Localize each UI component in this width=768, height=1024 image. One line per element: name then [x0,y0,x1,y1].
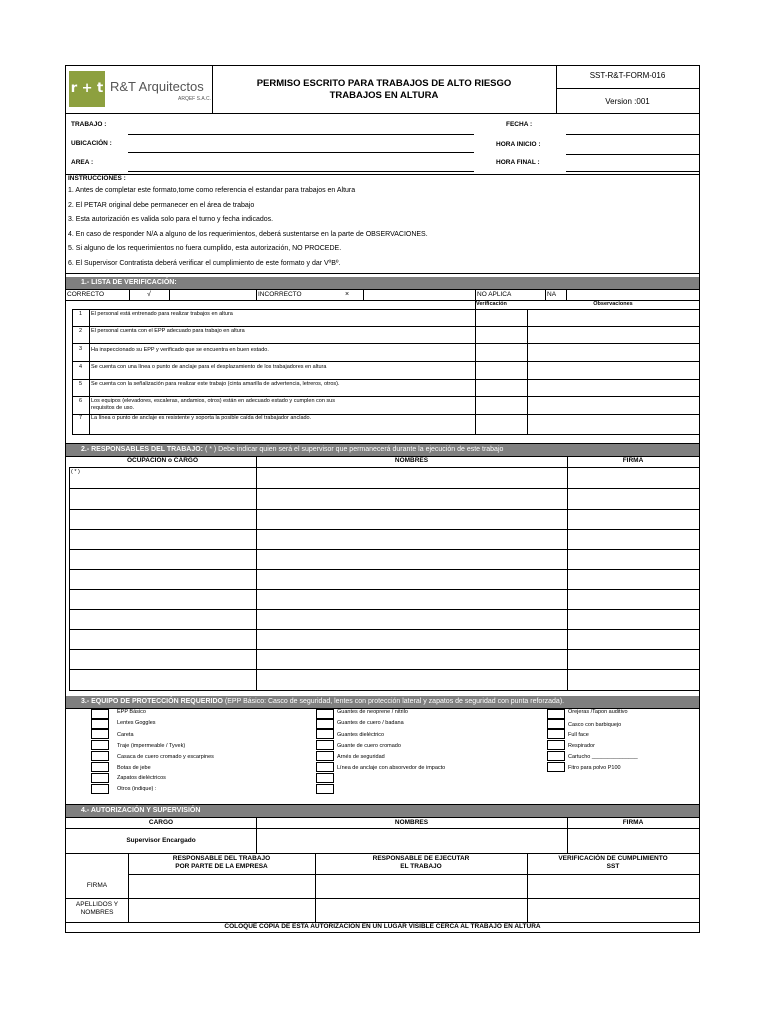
epp-checkbox[interactable] [91,784,109,794]
firma-row-label: FIRMA [86,882,108,889]
checklist-item: Se cuenta con una línea o punto de anclaje para el desplazamiento de los trabajadores en altura [91,364,327,370]
checklist-item: El personal cuenta con el EPP adecuado para trabajo en altura [91,328,245,334]
epp-checkbox[interactable] [547,719,565,729]
observaciones-header: Observaciones [593,301,633,307]
company-subtitle: ARQEF S.A.C. [178,96,212,102]
epp-label: Casco con barbiquejo [568,722,622,728]
hora-final-label: HORA FINAL : [496,159,540,166]
instruction-item: 1. Antes de completar este formato,tome como referencia el estandar para trabajos en Altura [68,187,356,194]
epp-label: Full face [568,732,589,738]
epp-checkbox[interactable] [547,709,565,719]
epp-checkbox[interactable] [547,751,565,761]
company-name: R&T Arquitectos [110,79,204,94]
form-code: SST-R&T-FORM-016 [589,71,666,80]
epp-checkbox[interactable] [547,740,565,750]
epp-label: Guantes de cuero / badana [337,720,404,726]
instruction-item: 6. El Supervisor Contratista deberá verificar el cumplimiento de este formato y dar VºBº. [68,260,341,267]
cargo-header: CARGO [148,819,174,826]
ubicacion-label: UBICACIÓN : [71,140,112,147]
checklist-num: 4 [78,364,83,370]
hora-inicio-label: HORA INICIO : [496,141,541,148]
section3-title: 3.- EQUIPO DE PROTECCIÓN REQUERIDO [81,698,223,705]
firma-header: FIRMA [622,457,644,464]
na-label: NA [547,291,557,298]
area-field[interactable] [128,171,474,172]
incorrecto-mark: × [345,291,350,298]
verificacion-sst-header-2: SST [606,863,620,870]
ubicacion-field[interactable] [128,152,474,153]
apellidos-row-label-2: NOMBRES [80,909,114,916]
verificacion-header: Verificación [476,301,507,307]
nombres-header: NOMBRES [394,457,429,464]
hora-inicio-field[interactable] [566,154,699,155]
instruction-item: 2. El PETAR original debe permanecer en el área de trabajo [68,202,255,209]
checklist-item-cont: requisitos de uso. [91,405,135,411]
epp-checkbox[interactable] [316,784,334,794]
epp-label: Fitro para polvo P100 [568,765,621,771]
hora-final-field[interactable] [566,171,699,172]
epp-checkbox[interactable] [316,751,334,761]
no-aplica-label: NO APLICA [477,291,512,298]
epp-checkbox[interactable] [91,729,109,739]
epp-label: Zapatos dieléctricos [117,775,166,781]
epp-label: Guantes dieléctrico [337,732,385,738]
section4-title: 4.- AUTORIZACIÓN Y SUPERVISIÓN [81,807,201,814]
epp-label: Otros (indique) : [117,786,157,792]
verificacion-sst-header: VERIFICACIÓN DE CUMPLIMIENTO [558,855,668,862]
fecha-field[interactable] [566,134,699,135]
section2-bar [66,444,699,456]
epp-label: Guante de cuero cromado [337,743,401,749]
epp-label: Lentes Goggles [117,720,156,726]
logo-mark: r + t [70,81,104,96]
epp-label: Careta [117,732,134,738]
epp-checkbox[interactable] [547,729,565,739]
fecha-label: FECHA : [506,121,533,128]
epp-checkbox[interactable] [91,719,109,729]
section3-bar [66,696,699,708]
section1-title: 1.- LISTA DE VERIFICACIÓN: [81,279,177,286]
checklist-num: 7 [78,415,83,421]
permit-form [65,65,700,933]
checklist-item: La línea o punto de anclaje es resistente y soporta la posible caída del trabajador anclado. [91,415,312,421]
epp-checkbox[interactable] [316,709,334,719]
form-subtitle: TRABAJOS EN ALTURA [329,90,439,101]
epp-checkbox[interactable] [547,762,565,772]
incorrecto-label: INCORRECTO [258,291,302,298]
checklist-num: 5 [78,381,83,387]
company-logo [69,71,105,107]
firma-header-4: FIRMA [622,819,644,826]
checklist-num: 3 [78,346,83,352]
epp-checkbox[interactable] [91,773,109,783]
epp-label: Guantes de neoprene / nitrilo [337,709,408,715]
supervisor-encargado: Supervisor Encargado [126,837,196,844]
instruction-item: 5. Si alguno de los requerimientos no fuera cumplido, esta autorización, NO PROCEDE. [68,245,342,252]
form-version: Version :001 [605,97,650,106]
epp-label: Respirador [568,743,595,749]
resp-ejecutar-header-2: EL TRABAJO [400,863,442,870]
epp-label: Casaca de cuero cromado y escarpines [117,754,214,760]
checklist-item: El personal está entrenado para realizar trabajos en altura [91,311,233,317]
section2-title: 2.- RESPONSABLES DEL TRABAJO: [81,446,203,453]
epp-checkbox[interactable] [316,762,334,772]
instruction-item: 4. En caso de responder N/A a alguno de los requerimientos, deberá sustentarse en la parte de OBSERVACIONES. [68,231,428,238]
epp-label: Botas de jebe [117,765,151,771]
nombres-header-4: NOMBRES [394,819,429,826]
section2-note: ( * ) Debe indicar quien será el supervisor que permanecerá durante la ejecución de este trabajo [204,446,504,453]
checklist-num: 1 [78,311,83,317]
apellidos-row-label: APELLIDOS Y [75,901,119,908]
correcto-mark: √ [147,291,151,298]
epp-label: Traje (impermeable / Tyvek) [117,743,186,749]
supervisor-mark: ( * ) [71,469,80,475]
epp-checkbox[interactable] [91,762,109,772]
checklist-item: Se cuenta con la señalización para realizar este trabajo (cinta amarilla de advertencia, letreros, otros). [91,381,340,387]
trabajo-label: TRABAJO : [71,121,107,128]
checklist-num: 2 [78,328,83,334]
trabajo-field[interactable] [128,134,474,135]
epp-label: Arnés de seguridad [337,754,385,760]
area-label: AREA : [71,159,94,166]
epp-checkbox[interactable] [316,773,334,783]
instruction-item: 3. Esta autorización es valida solo para el turno y fecha indicados. [68,216,274,223]
epp-label: Orejeras /Tapon auditivo [568,709,628,715]
section1-bar [66,277,699,289]
epp-checkbox[interactable] [91,740,109,750]
checklist-item: Los equipos (elevadores, escaleras, andamios, otros) están en adecuado estado y cumplen con sus [91,398,335,404]
ocupacion-header: OCUPACIÓN o CARGO [126,457,199,464]
epp-label: Línea de anclaje con absorvedor de impacto [337,765,446,771]
epp-checkbox[interactable] [91,751,109,761]
epp-label: Cartucho _______________ [568,754,638,760]
resp-empresa-header-2: POR PARTE DE LA EMPRESA [175,863,268,870]
checklist-num: 6 [78,398,83,404]
epp-checkbox[interactable] [316,719,334,729]
correcto-label: CORRECTO [67,291,105,298]
footer-note: COLOQUE COPIA DE ESTA AUTORIZACION EN UN LUGAR VISIBLE CERCA AL TRABAJO EN ALTURA [224,923,541,930]
checklist-item: Ha inspeccionado su EPP y verificado que se encuentra en buen estado. [91,347,269,353]
epp-checkbox[interactable] [91,709,109,719]
resp-ejecutar-header: RESPONSABLE DE EJECUTAR [372,855,470,862]
epp-checkbox[interactable] [316,740,334,750]
form-title: PERMISO ESCRITO PARA TRABAJOS DE ALTO RIESGO [256,78,512,89]
resp-empresa-header: RESPONSABLE DEL TRABAJO [172,855,271,862]
section4-bar [66,805,699,817]
epp-label: EPP Básico [117,709,146,715]
epp-checkbox[interactable] [316,729,334,739]
instructions-title: INSTRUCCIONES : [68,175,126,182]
section3-note: (EPP Básico: Casco de seguridad, lentes con protección lateral y zapatos de seguridad con punta reforzada). [224,698,565,705]
